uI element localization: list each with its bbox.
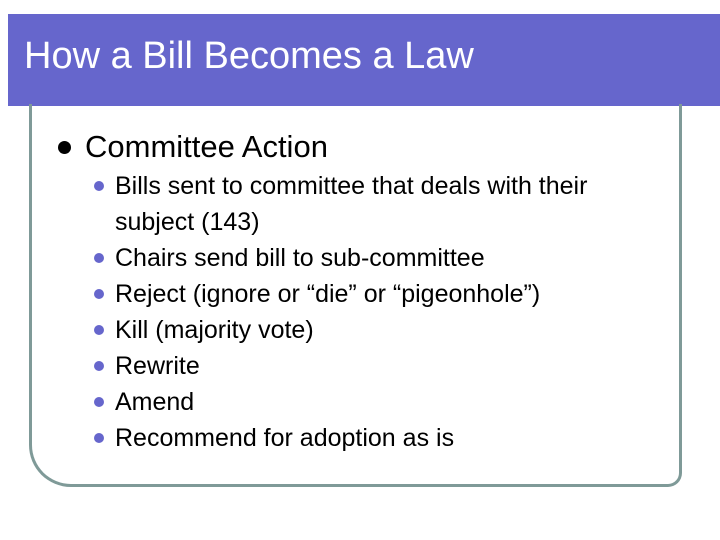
- bullet-icon: [94, 361, 104, 371]
- bullet-committee-action: [58, 128, 328, 166]
- sub-bullet-text: Rewrite: [115, 352, 200, 380]
- sub-bullet-item: [94, 420, 684, 456]
- sub-bullet-item: [94, 276, 684, 312]
- bullet-icon: [58, 141, 71, 154]
- bullet-icon: [94, 397, 104, 407]
- sub-bullet-text: subject (143): [115, 208, 260, 236]
- sub-bullet-list: [94, 168, 684, 456]
- sub-bullet-item: [94, 168, 684, 240]
- sub-bullet-text: Reject (ignore or “die” or “pigeonhole”): [115, 280, 541, 308]
- sub-bullet-item: [94, 348, 684, 384]
- bullet-heading: Committee Action: [85, 129, 328, 164]
- sub-bullet-text: Kill (majority vote): [115, 316, 314, 344]
- sub-bullet-item: [94, 312, 684, 348]
- bullet-icon: [94, 433, 104, 443]
- sub-bullet-text: Recommend for adoption as is: [115, 424, 455, 452]
- slide-title: How a Bill Becomes a Law: [24, 35, 474, 77]
- sub-bullet-text: Chairs send bill to sub-committee: [115, 244, 485, 272]
- bullet-icon: [94, 325, 104, 335]
- sub-bullet-item: [94, 240, 684, 276]
- sub-bullet-item: [94, 384, 684, 420]
- bullet-icon: [94, 181, 104, 191]
- sub-bullet-text: Bills sent to committee that deals with their: [115, 172, 588, 200]
- bullet-icon: [94, 253, 104, 263]
- sub-bullet-text: Amend: [115, 388, 195, 416]
- bullet-icon: [94, 289, 104, 299]
